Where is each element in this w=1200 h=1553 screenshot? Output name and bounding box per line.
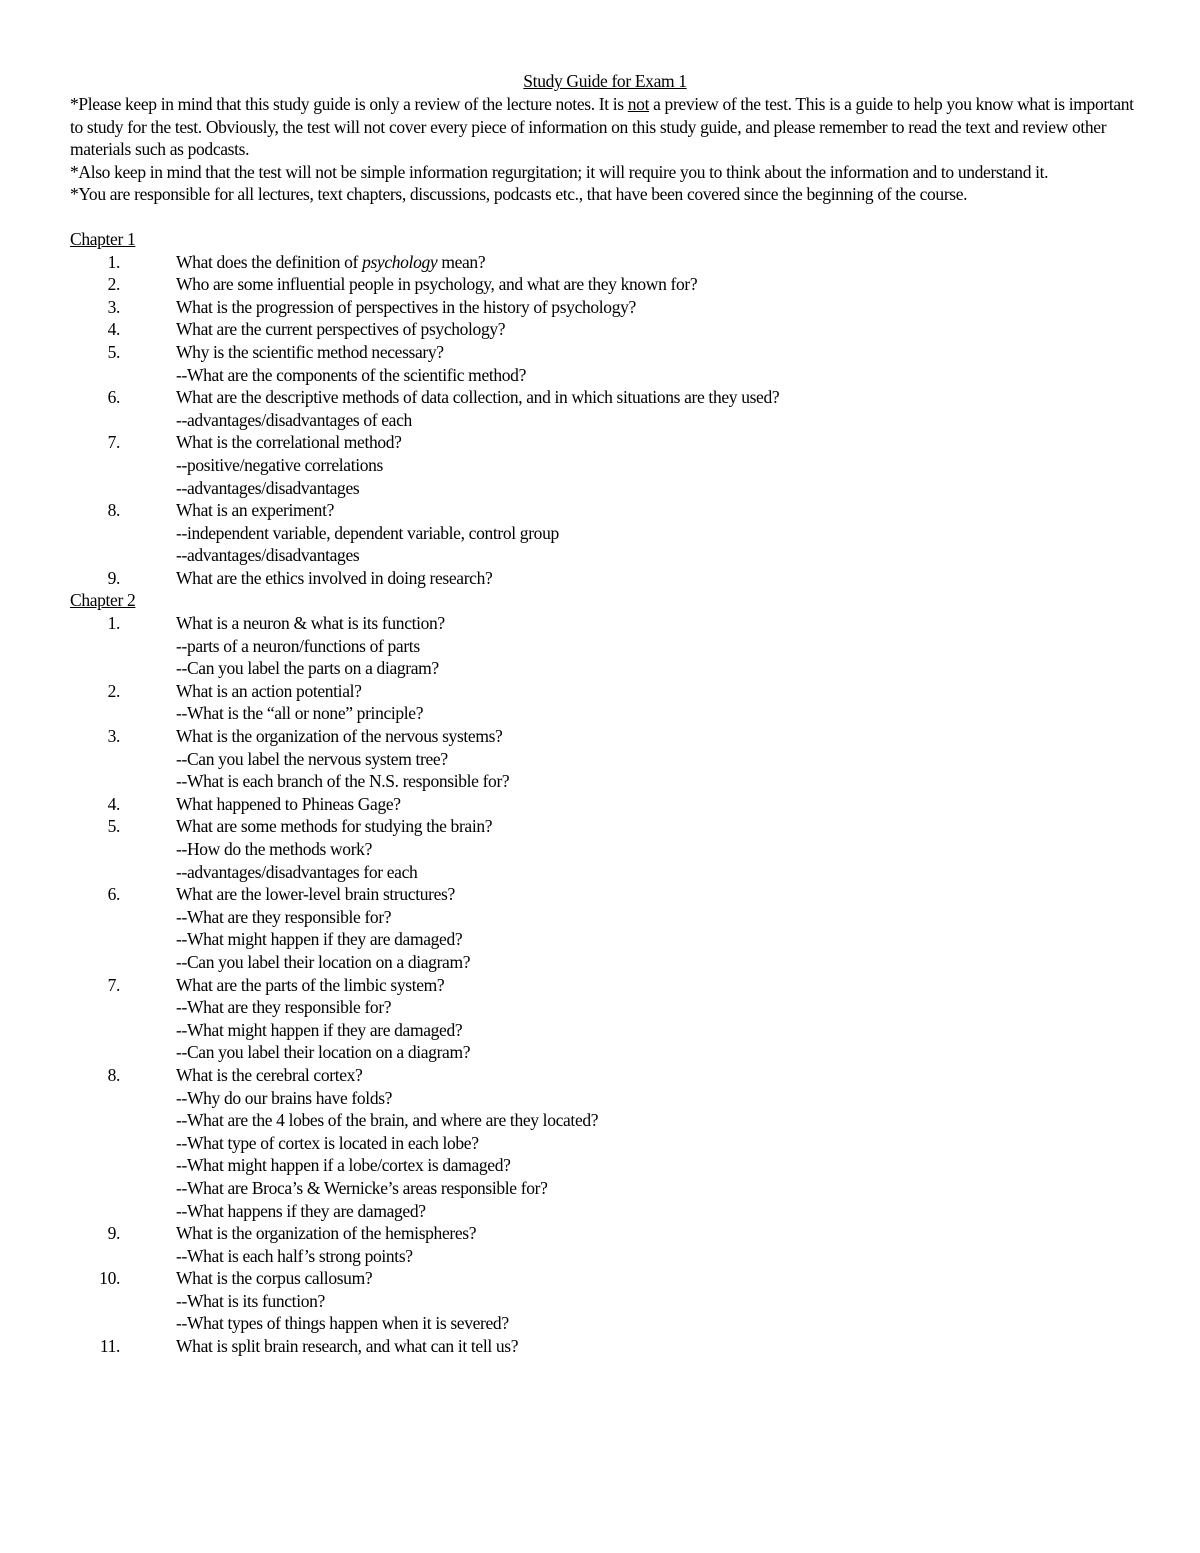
chapter-heading: Chapter 1 xyxy=(70,228,136,249)
question-number: 9. xyxy=(107,1223,120,1244)
sub-question: --What types of things happen when it is severed? xyxy=(176,1313,509,1334)
sub-question: --parts of a neuron/functions of parts xyxy=(176,635,420,656)
question-text: What are the parts of the limbic system? xyxy=(176,974,445,995)
question-number: 9. xyxy=(107,567,120,588)
question-item xyxy=(70,431,1140,499)
sub-question: --What are the components of the scientific method? xyxy=(176,364,526,385)
question-item xyxy=(70,1335,1140,1358)
sub-question: --What are they responsible for? xyxy=(176,906,392,927)
question-item xyxy=(70,793,1140,816)
question-number: 7. xyxy=(107,432,120,453)
sub-question: --What is each half’s strong points? xyxy=(176,1245,413,1266)
question-item xyxy=(70,386,1140,431)
question-number: 3. xyxy=(107,296,120,317)
chapter-section xyxy=(70,228,1140,590)
sub-question: --What are Broca’s & Wernicke’s areas responsible for? xyxy=(176,1177,548,1198)
sub-question: --What are they responsible for? xyxy=(176,997,392,1018)
question-list xyxy=(70,251,1140,590)
sub-question: --What might happen if a lobe/cortex is damaged? xyxy=(176,1155,511,1176)
intro-note-regurgitation: *Also keep in mind that the test will not be simple information regurgitation; it will require you to think about the information and to understand it. xyxy=(70,161,1049,182)
emphasis-not: not xyxy=(627,94,650,114)
question-number: 7. xyxy=(107,974,120,995)
chapter-heading: Chapter 2 xyxy=(70,590,136,611)
question-text: What is the correlational method? xyxy=(176,432,402,453)
question-text: What is a neuron & what is its function? xyxy=(176,613,445,634)
intro-note-responsibility: *You are responsible for all lectures, text chapters, discussions, podcasts etc., that have been covered since the beginning of the course. xyxy=(70,184,968,205)
sub-question: --What is each branch of the N.S. responsible for? xyxy=(176,771,510,792)
sub-question: --How do the methods work? xyxy=(176,839,372,859)
sub-question: --What type of cortex is located in each lobe? xyxy=(176,1132,479,1153)
question-number: 4. xyxy=(107,319,120,340)
italic-term: psychology xyxy=(362,251,438,272)
sub-question: --What might happen if they are damaged? xyxy=(176,1019,463,1040)
sub-question: --Can you label the nervous system tree? xyxy=(176,748,448,769)
question-number: 1. xyxy=(107,251,120,272)
question-item xyxy=(70,567,1140,590)
question-text: Who are some influential people in psychology, and what are they known for? xyxy=(176,274,698,295)
question-number: 4. xyxy=(107,793,120,814)
question-item xyxy=(70,680,1140,725)
question-text: What happened to Phineas Gage? xyxy=(176,793,401,814)
question-number: 5. xyxy=(107,816,120,837)
question-item xyxy=(70,1267,1140,1335)
intro-notes xyxy=(70,93,1140,206)
question-number: 5. xyxy=(107,341,120,362)
sub-question: --positive/negative correlations xyxy=(176,454,383,475)
sub-question: --Can you label their location on a diagram? xyxy=(176,1042,471,1063)
document-title: Study Guide for Exam 1 xyxy=(523,71,687,91)
question-text: What is split brain research, and what can it tell us? xyxy=(176,1336,519,1357)
chapter-section xyxy=(70,589,1140,1357)
question-text: What is the organization of the nervous systems? xyxy=(176,726,503,747)
question-item xyxy=(70,612,1140,680)
question-number: 10. xyxy=(99,1268,120,1289)
question-number: 1. xyxy=(107,613,120,634)
question-text: What is an action potential? xyxy=(176,680,362,701)
sub-question: --What happens if they are damaged? xyxy=(176,1200,426,1221)
study-guide-page xyxy=(70,70,1140,1358)
sub-question: --advantages/disadvantages for each xyxy=(176,861,418,882)
question-item xyxy=(70,273,1140,296)
sub-question: --Can you label their location on a diagram? xyxy=(176,951,471,972)
question-item xyxy=(70,251,1140,274)
question-number: 6. xyxy=(107,884,120,905)
sub-question: --advantages/disadvantages xyxy=(176,545,360,566)
sub-question: --independent variable, dependent variable, control group xyxy=(176,522,559,543)
question-number: 11. xyxy=(99,1336,120,1357)
question-item xyxy=(70,341,1140,386)
spacer xyxy=(70,206,1140,228)
question-number: 2. xyxy=(107,274,120,295)
question-text: What are the current perspectives of psychology? xyxy=(176,319,506,340)
question-text: What are some methods for studying the brain? xyxy=(176,816,493,837)
question-item xyxy=(70,499,1140,567)
sub-question: --advantages/disadvantages xyxy=(176,477,360,498)
question-list xyxy=(70,612,1140,1358)
question-text: What is the organization of the hemispheres? xyxy=(176,1223,477,1244)
question-text: What is the corpus callosum? xyxy=(176,1268,373,1289)
question-item xyxy=(70,725,1140,793)
question-text: What is the cerebral cortex? xyxy=(176,1064,363,1085)
question-number: 3. xyxy=(107,726,120,747)
sub-question: --What are the 4 lobes of the brain, and where are they located? xyxy=(176,1110,599,1131)
sub-question: --What is the “all or none” principle? xyxy=(176,703,424,724)
question-item xyxy=(70,815,1140,883)
sub-question: --advantages/disadvantages of each xyxy=(176,409,412,430)
question-item xyxy=(70,883,1140,973)
intro-note-review: *Please keep in mind that this study guide is only a review of the lecture notes. It is not a preview of the test. This is a guide to help you know what is important to study for the test. Obviously, the test will not cover every piece of information on this study guide, and please remember to read the text and review other materials such as podcasts. xyxy=(70,94,1134,160)
question-item xyxy=(70,318,1140,341)
question-item xyxy=(70,1064,1140,1222)
sub-question: --What might happen if they are damaged? xyxy=(176,929,463,950)
sub-question: --Why do our brains have folds? xyxy=(176,1087,393,1108)
question-text: What are the descriptive methods of data collection, and in which situations are they used? xyxy=(176,387,780,408)
question-number: 6. xyxy=(107,387,120,408)
question-item xyxy=(70,296,1140,319)
question-text: What is an experiment? xyxy=(176,500,334,521)
question-item xyxy=(70,1222,1140,1267)
question-text: What does the definition of psychology mean? xyxy=(176,251,486,272)
question-number: 2. xyxy=(107,680,120,701)
question-number: 8. xyxy=(107,1064,120,1085)
question-text: What are the ethics involved in doing research? xyxy=(176,567,493,588)
question-text: What is the progression of perspectives in the history of psychology? xyxy=(176,296,636,317)
sub-question: --What is its function? xyxy=(176,1290,325,1311)
question-item xyxy=(70,974,1140,1064)
chapters xyxy=(70,228,1140,1358)
question-number: 8. xyxy=(107,500,120,521)
question-text: What are the lower-level brain structures? xyxy=(176,884,455,905)
question-text: Why is the scientific method necessary? xyxy=(176,341,444,362)
sub-question: --Can you label the parts on a diagram? xyxy=(176,658,439,679)
